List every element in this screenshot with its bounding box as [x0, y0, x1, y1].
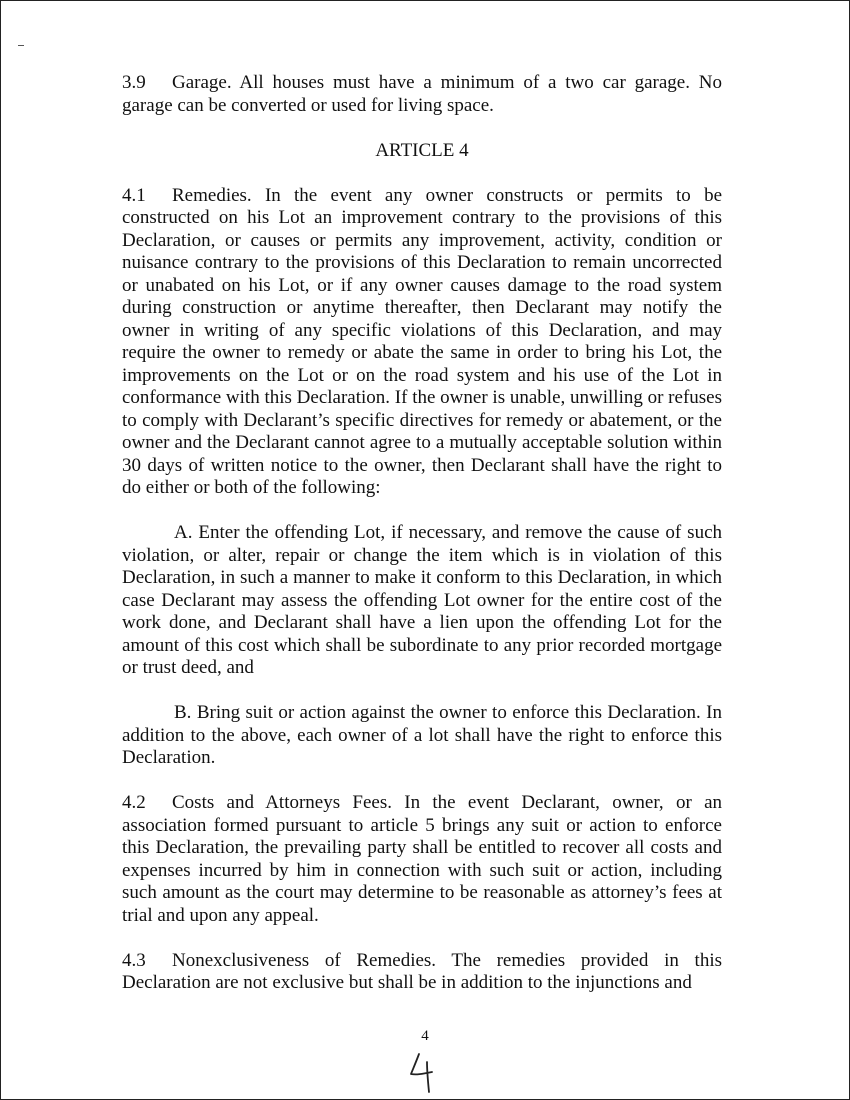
handwritten-page-number	[405, 1050, 445, 1094]
clause-a: A. Enter the offending Lot, if necessary, and remove the cause of such violation, or alter, repair or change the item which is in violation of this Declaration, in such a manner to make it conform to this Declaration, in which case Declarant may assess the offending Lot owner for the entire cost of the work done, and Declarant shall have a lien upon the offending Lot for the amount of this cost which shall be subordinate to any prior recorded mortgage or trust deed, and	[122, 522, 722, 678]
section-number: 4.1	[122, 184, 146, 206]
section-text: Nonexclusiveness of Remedies. The remedies provided in this Declaration are not exclusive but shall be in addition to the injunctions and	[122, 949, 722, 993]
section-text: Remedies. In the event any owner constructs or permits to be constructed on his Lot an improvement contrary to the provisions of this Declaration, or causes or permits any improvement, activity, condition or nuisance contrary to the provisions of this Declaration to remain uncorrected or unabated on his Lot, or if any owner causes damage to the road system during construction or anytime thereafter, then Declarant may notify the owner in writing of any specific violations of this Declaration, and may require the owner to remedy or abate the same in order to bring his Lot, the improvements on the Lot or on the road system and his use of the Lot in conformance with this Declaration. If the owner is unable, unwilling or refuses to comply with Declarant’s specific directives for remedy or abatement, or the owner and the Declarant cannot agree to a mutually acceptable solution within 30 days of written notice to the owner, then Declarant shall have the right to do either or both of the following:	[122, 184, 722, 498]
section-number: 3.9	[122, 72, 146, 93]
section-number: 4.2	[122, 792, 146, 813]
document-page	[122, 72, 722, 995]
section-4-3	[122, 950, 722, 995]
section-4-1	[122, 185, 722, 500]
section-text: Costs and Attorneys Fees. In the event Declarant, owner, or an association formed pursuant to article 5 brings any suit or action to enforce this Declaration, the prevailing party shall be entitled to recover all costs and expenses incurred by him in connection with such suit or action, including such amount as the court may determine to be reasonable as attorney’s fees at trial and upon any appeal.	[122, 792, 722, 926]
section-3-9	[122, 72, 722, 117]
section-number: 4.3	[122, 949, 146, 971]
section-4-2	[122, 792, 722, 927]
page-number: 4	[421, 1028, 429, 1044]
clause-b: B. Bring suit or action against the owner to enforce this Declaration. In addition to the above, each owner of a lot shall have the right to enforce this Declaration.	[122, 702, 722, 768]
section-text: Garage. All houses must have a minimum of a two car garage. No garage can be converted or used for living space.	[122, 72, 722, 116]
article-heading: ARTICLE 4	[375, 139, 469, 161]
scan-mark	[18, 45, 24, 46]
